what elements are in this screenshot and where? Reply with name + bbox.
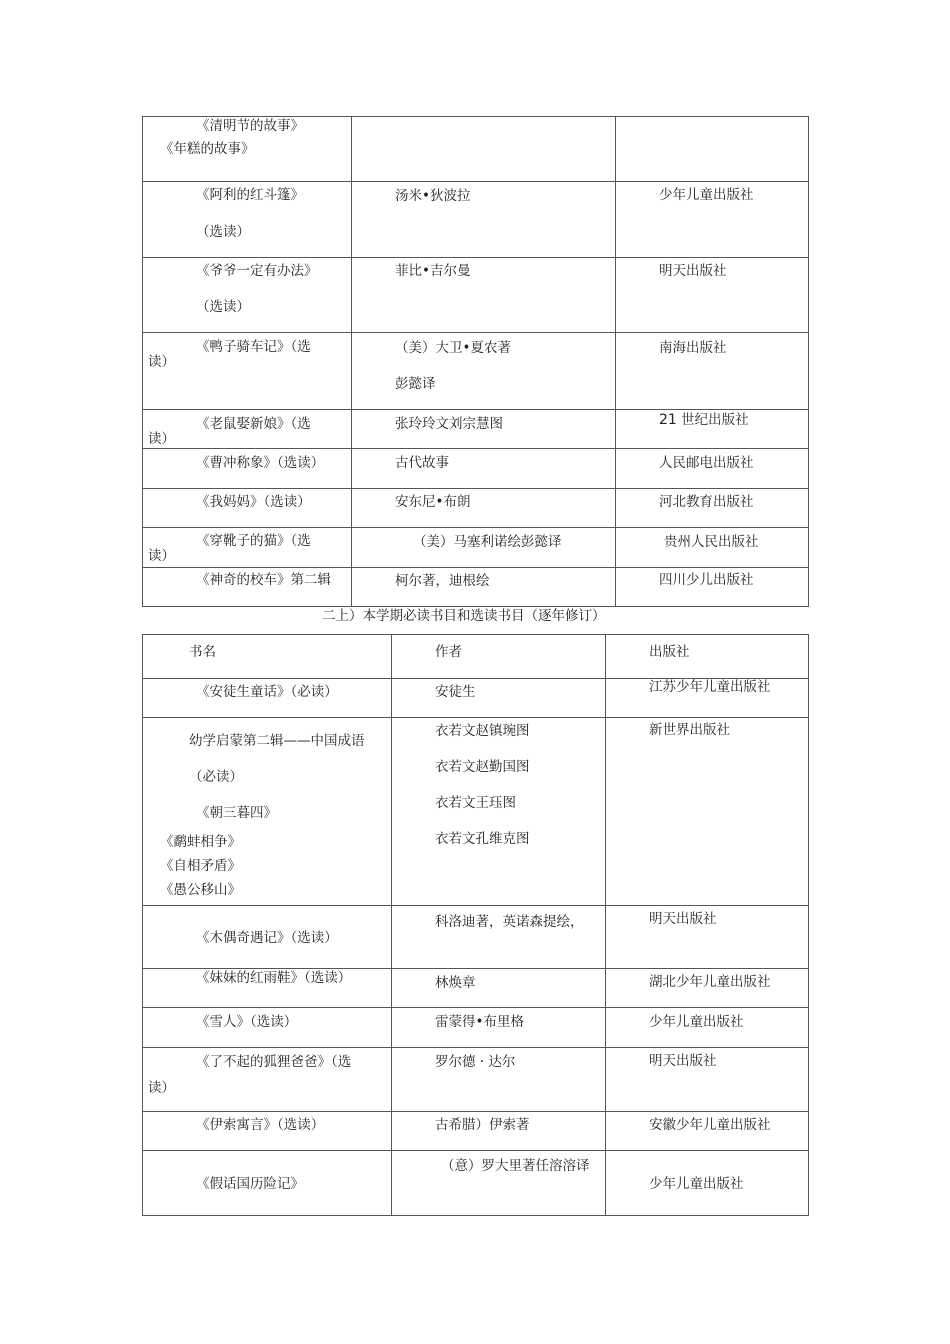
author: （美）马塞利诺绘彭懿译 bbox=[413, 534, 562, 550]
author: 古希腊）伊索著 bbox=[435, 1117, 530, 1133]
book-title-cont: 读） bbox=[148, 354, 175, 370]
book-title: 《鹬蚌相争》 bbox=[160, 834, 241, 850]
book-title: 《穿靴子的猫》（选 bbox=[196, 533, 311, 549]
reading-type: （选读） bbox=[196, 299, 250, 315]
book-title: 《曹冲称象》（选读） bbox=[196, 455, 325, 471]
publisher: 江苏少年儿童出版社 bbox=[649, 679, 771, 695]
author: （意）罗大里著任溶溶译 bbox=[441, 1158, 590, 1174]
author: 安徒生 bbox=[435, 684, 476, 700]
author: 科洛迪著，英诺森提绘， bbox=[435, 914, 584, 930]
author: 衣若文孔维克图 bbox=[435, 831, 530, 847]
book-title: 《鸭子骑车记》（选 bbox=[196, 339, 311, 355]
author: 林焕章 bbox=[435, 975, 476, 991]
publisher: 明天出版社 bbox=[649, 1053, 717, 1069]
publisher bbox=[659, 411, 749, 429]
publisher: 明天出版社 bbox=[649, 911, 717, 927]
book-title: 《伊索寓言》（选读） bbox=[196, 1117, 325, 1133]
book-title: 《阿利的红斗篷》 bbox=[196, 187, 304, 203]
book-title: 《安徒生童话》（必读） bbox=[196, 684, 338, 700]
publisher-number: 21 bbox=[659, 412, 677, 428]
book-title: 《自相矛盾》 bbox=[160, 858, 241, 874]
book-title: 《木偶奇遇记》（选读） bbox=[196, 930, 338, 946]
publisher: 四川少儿出版社 bbox=[659, 572, 754, 588]
book-title: 《爷爷一定有办法》 bbox=[196, 263, 318, 279]
reading-type: （选读） bbox=[196, 224, 250, 240]
translator: 彭懿译 bbox=[395, 376, 436, 392]
author: 衣若文赵镇琬图 bbox=[435, 723, 530, 739]
publisher: 少年儿童出版社 bbox=[649, 1176, 744, 1192]
book-title: 《神奇的校车》第二辑 bbox=[196, 572, 331, 588]
author: 衣若文王珏图 bbox=[435, 795, 516, 811]
book-title: 幼学启蒙第二辑——中国成语 bbox=[189, 733, 365, 749]
header-author: 作者 bbox=[435, 644, 462, 660]
book-title-cont: 读） bbox=[148, 548, 175, 564]
book-title: 《了不起的狐狸爸爸》（选 bbox=[196, 1054, 352, 1070]
publisher: 贵州人民出版社 bbox=[664, 534, 759, 550]
author: 罗尔德 · 达尔 bbox=[435, 1054, 516, 1070]
publisher: 南海出版社 bbox=[659, 340, 727, 356]
author: 汤米•狄波拉 bbox=[395, 188, 471, 204]
publisher: 湖北少年儿童出版社 bbox=[649, 974, 771, 990]
book-title-cont: 读） bbox=[148, 431, 175, 447]
author: 古代故事 bbox=[395, 455, 449, 471]
author: 柯尔著，迪根绘 bbox=[395, 573, 490, 589]
table-caption: 二上）本学期必读书目和选读书目（逐年修订） bbox=[322, 608, 606, 624]
reading-type: （必读） bbox=[189, 769, 243, 785]
book-title: 《清明节的故事》 bbox=[196, 118, 304, 134]
header-publisher: 出版社 bbox=[649, 644, 690, 660]
book-title: 《雪人》（选读） bbox=[196, 1014, 298, 1030]
publisher: 新世界出版社 bbox=[649, 722, 730, 738]
publisher: 河北教育出版社 bbox=[659, 494, 754, 510]
book-title-cont: 读） bbox=[148, 1080, 175, 1096]
publisher: 安徽少年儿童出版社 bbox=[649, 1117, 771, 1133]
book-title: 《愚公移山》 bbox=[160, 882, 241, 898]
book-title: 《我妈妈》（选读） bbox=[196, 494, 311, 510]
publisher: 明天出版社 bbox=[659, 263, 727, 279]
author: 菲比•吉尔曼 bbox=[395, 263, 471, 279]
publisher: 人民邮电出版社 bbox=[659, 455, 754, 471]
book-title: 《老鼠娶新娘》（选 bbox=[196, 416, 311, 432]
book-title: 《假话国历险记》 bbox=[196, 1176, 304, 1192]
author: 安东尼•布朗 bbox=[395, 494, 471, 510]
author: 衣若文赵勤国图 bbox=[435, 759, 530, 775]
publisher: 少年儿童出版社 bbox=[649, 1014, 744, 1030]
book-title: 《年糕的故事》 bbox=[160, 141, 255, 157]
book-title: 《朝三暮四》 bbox=[196, 805, 277, 821]
author: （美）大卫•夏农著 bbox=[395, 340, 511, 356]
author: 雷蒙得•布里格 bbox=[435, 1014, 524, 1030]
book-title: 《妹妹的红雨鞋》（选读） bbox=[196, 970, 352, 986]
author: 张玲玲文刘宗慧图 bbox=[395, 416, 503, 432]
publisher: 少年儿童出版社 bbox=[659, 187, 754, 203]
publisher-name: 世纪出版社 bbox=[681, 412, 749, 428]
header-book-name: 书名 bbox=[189, 644, 216, 660]
